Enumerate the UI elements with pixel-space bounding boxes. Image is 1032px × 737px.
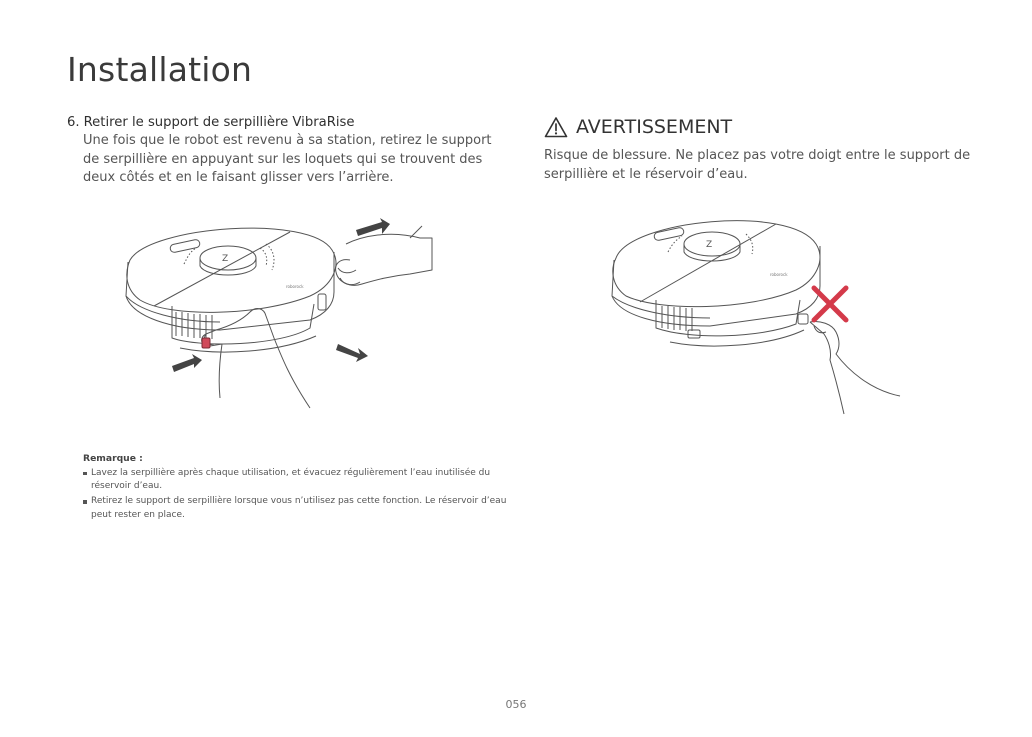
note-section [83,452,513,524]
warning-title: AVERTISSEMENT [576,116,733,138]
warning-section [544,114,974,184]
svg-text:roborock: roborock [286,284,304,289]
prohibited-cross-icon [814,288,846,320]
note-list [83,467,513,523]
page-number: 056 [505,698,527,711]
step-number: 6. [67,115,80,130]
warning-body: Risque de blessure. Ne placez pas votre doigt entre le support de serpillière et le réservoir d’eau. [544,148,971,182]
mop-removal-illustration [110,208,450,428]
note-title: Remarque : [83,453,143,464]
svg-text:roborock: roborock [770,272,788,277]
list-item: Lavez la serpillière après chaque utilisation, et évacuez régulièrement l’eau inutilisée du réservoir d’eau. [83,467,513,494]
warning-triangle-icon [544,116,568,138]
step-heading [67,114,507,132]
page-title: Installation [67,50,253,89]
step-heading-text: Retirer le support de serpillière VibraRise [83,115,355,130]
finger-warning-illustration [600,200,940,420]
svg-text:Z: Z [706,240,713,250]
step-section [67,114,507,188]
warning-heading [544,114,974,140]
list-item: Retirez le support de serpillière lorsque vous n’utilisez pas cette fonction. Le réservoir d’eau peut rester en place. [83,495,513,522]
svg-text:Z: Z [222,254,229,264]
step-body: Une fois que le robot est revenu à sa station, retirez le support de serpillière en appuyant sur les loquets qui se trouvent des deux côtés et en le faisant glisser vers l’arrière. [83,133,492,185]
